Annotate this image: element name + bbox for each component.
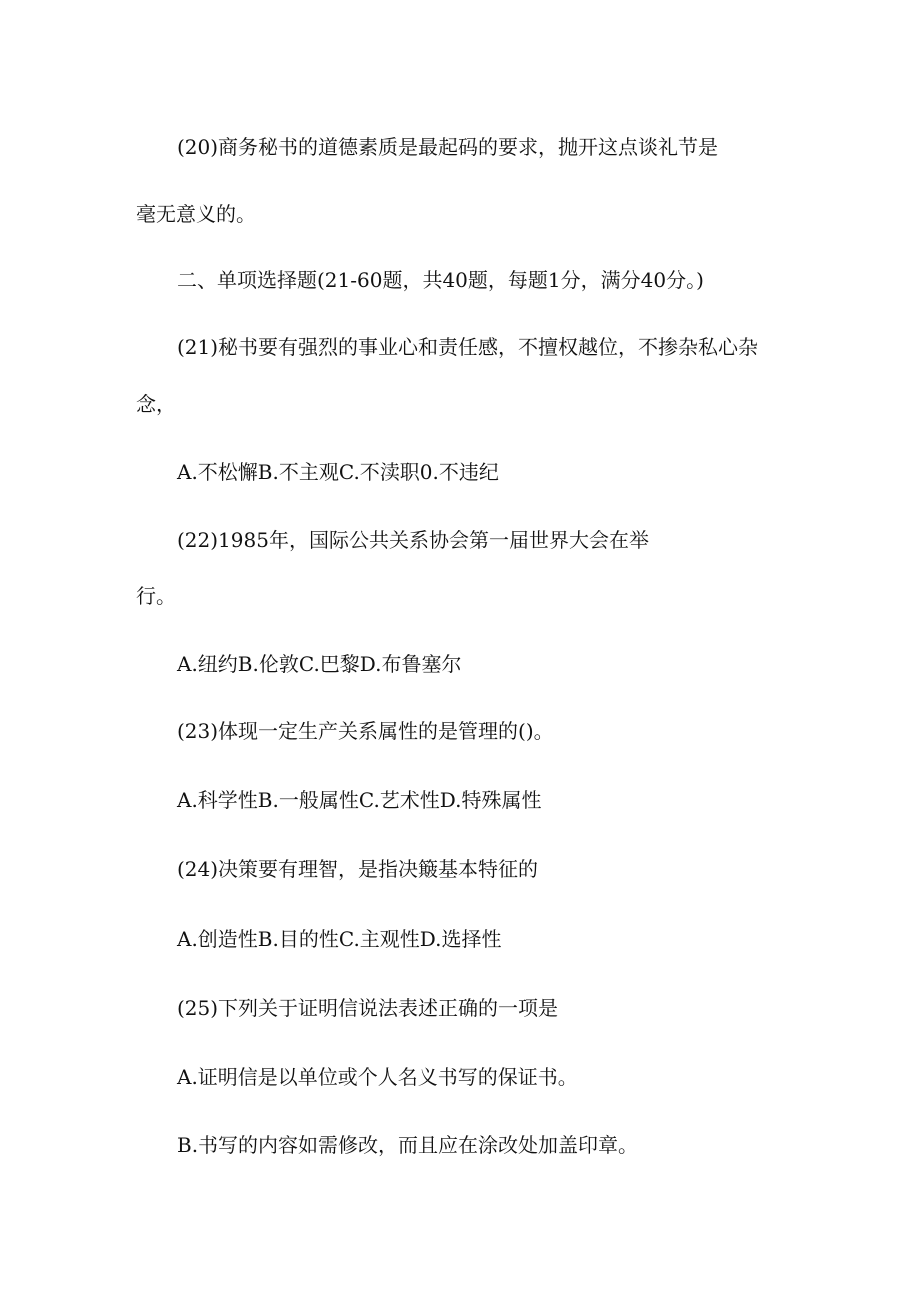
section-heading-single-choice: 二、单项选择题(21-60题，共40题，每题1分，满分40分。): [177, 268, 704, 292]
question-25-option-b: B.书写的内容如需修改，而且应在涂改处加盖印章。: [177, 1133, 639, 1157]
question-21-options: A.不松懈B.不主观C.不渎职0.不违纪: [177, 460, 499, 484]
question-20-line-2: 毫无意义的。: [136, 202, 256, 226]
question-22-line-1: (22)1985年，国际公共关系协会第一届世界大会在举: [177, 528, 649, 552]
question-24-line: (24)决策要有理智，是指决簸基本特征的: [177, 857, 539, 881]
question-25-option-a: A.证明信是以单位或个人名义书写的保证书。: [177, 1065, 578, 1089]
question-25-line: (25)下列关于证明信说法表述正确的一项是: [177, 996, 559, 1020]
question-22-line-2: 行。: [136, 584, 176, 608]
question-21-line-1: (21)秘书要有强烈的事业心和责任感，不擅权越位，不掺杂私心杂: [177, 335, 759, 359]
question-20-line-1: (20)商务秘书的道德素质是最起码的要求，抛开这点谈礼节是: [177, 135, 719, 159]
question-22-options: A.纽约B.伦敦C.巴黎D.布鲁塞尔: [177, 652, 462, 676]
question-21-line-2: 念，: [136, 392, 176, 416]
question-23-options: A.科学性B.一般属性C.艺术性D.特殊属性: [177, 788, 542, 812]
question-23-line: (23)体现一定生产关系属性的是管理的()。: [177, 719, 554, 743]
question-24-options: A.创造性B.目的性C.主观性D.选择性: [177, 927, 502, 951]
